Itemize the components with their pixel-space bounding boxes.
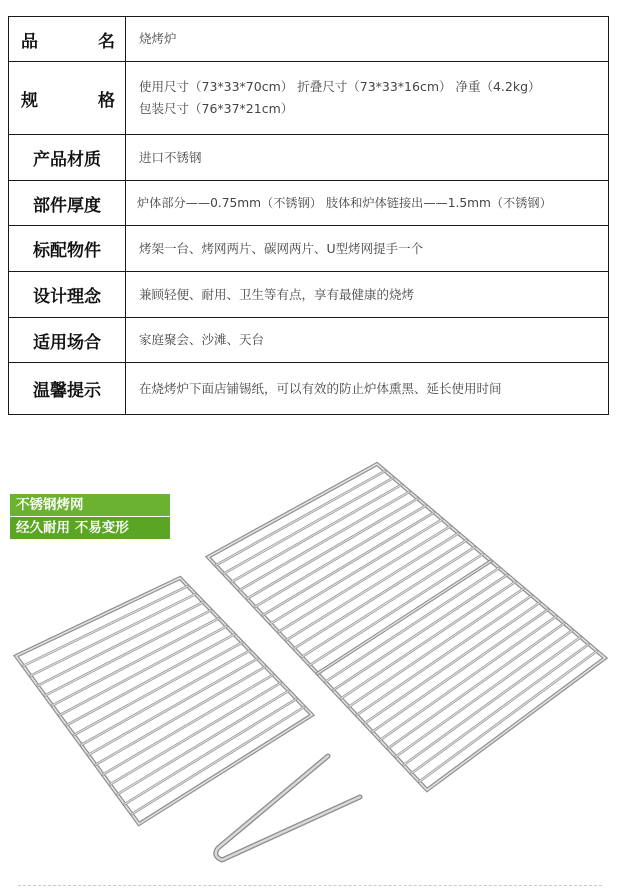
spec-value: 炉体部分——0.75mm（不锈钢） 肢体和炉体链接出——1.5mm（不锈钢）: [126, 181, 609, 226]
spec-label: 部件厚度: [9, 181, 126, 226]
spec-row-material: [9, 135, 609, 181]
spec-row-occasion: [9, 318, 609, 363]
spec-label: 产品材质: [9, 135, 126, 181]
product-illustration: [0, 440, 620, 895]
spec-row-name: [9, 17, 609, 62]
spec-value: 在烧烤炉下面店铺锡纸，可以有效的防止炉体熏黑、延长使用时间: [126, 363, 609, 415]
spec-value-line: 使用尺寸（73*33*70cm） 折叠尺寸（73*33*16cm） 净重（4.2kg）: [139, 79, 541, 94]
spec-label: 标配物件: [9, 226, 126, 272]
spec-value: 进口不锈钢: [126, 135, 609, 181]
spec-label: 品 名: [9, 17, 126, 62]
spec-row-thickness: [9, 181, 609, 226]
spec-row-tip: [9, 363, 609, 415]
spec-label: 温馨提示: [9, 363, 126, 415]
spec-value: [126, 62, 609, 135]
spec-label: 规 格: [9, 62, 126, 135]
bottom-divider: [18, 885, 602, 886]
spec-value: 烧烤炉: [126, 17, 609, 62]
spec-value: 兼顾轻便、耐用、卫生等有点，享有最健康的烧烤: [126, 272, 609, 318]
spec-row-design: [9, 272, 609, 318]
banner-title: 不锈钢烤网: [10, 494, 170, 516]
grate-handle-hook: [216, 756, 360, 860]
spec-label: 设计理念: [9, 272, 126, 318]
feature-banner: [10, 494, 170, 539]
spec-value: 烤架一台、烤网两片、碳网两片、U型烤网提手一个: [126, 226, 609, 272]
spec-row-contents: [9, 226, 609, 272]
spec-value: 家庭聚会、沙滩、天台: [126, 318, 609, 363]
small-grill-grate: [16, 578, 312, 824]
spec-table: [8, 16, 609, 415]
spec-label: 适用场合: [9, 318, 126, 363]
spec-row-size: [9, 62, 609, 135]
banner-subtitle: 经久耐用 不易变形: [10, 517, 170, 539]
spec-value-line: 包装尺寸（76*37*21cm）: [139, 101, 294, 116]
